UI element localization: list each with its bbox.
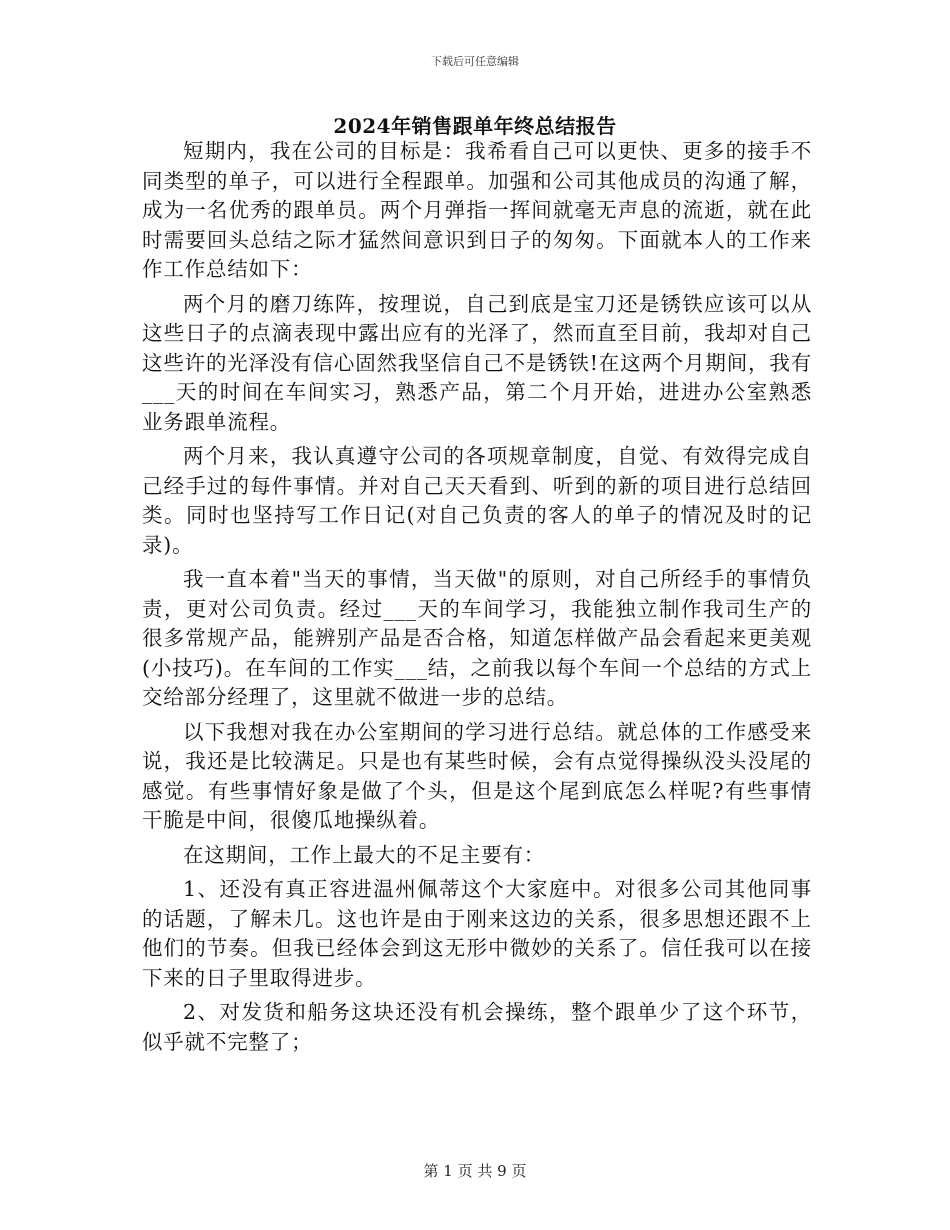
paragraph-shortcomings-intro: 在这期间，工作上最大的不足主要有：	[183, 842, 546, 867]
paragraph-principle: 我一直本着"当天的事情，当天做"的原则，对自己所经手的事情负责，更对公司负责。经过___天的车间学习，我能独立制作我司生产的很多常规产品，能辨别产品是否合格，知道怎样做产品会看起来更美观(小技巧)。在车间的工作实___结，之前我以每个车间一个总结的方式上交给部分经理了，这里就不做进一步的总结。	[142, 567, 812, 709]
page-number: 第 1 页 共 9 页	[423, 1162, 527, 1180]
paragraph-rules: 两个月来，我认真遵守公司的各项规章制度，自觉、有效得完成自己经手过的每件事情。并对自己天天看到、听到的新的项目进行总结回类。同时也坚持写工作日记(对自己负责的客人的单子的情况及时的记录)。	[142, 444, 812, 557]
document-body	[142, 137, 812, 1062]
paragraph-intro: 短期内，我在公司的目标是：我希看自己可以更快、更多的接手不同类型的单子，可以进行全程跟单。加强和公司其他成员的沟通了解，成为一名优秀的跟单员。两个月弹指一挥间就毫无声息的流逝，就在此时需要回头总结之际才猛然间意识到日子的匆匆。下面就本人的工作来作工作总结如下：	[142, 139, 812, 281]
document-title: 2024年销售跟单年终总结报告	[333, 114, 617, 138]
paragraph-office: 以下我想对我在办公室期间的学习进行总结。就总体的工作感受来说，我还是比较满足。只是也有某些时候，会有点觉得操纵没头没尾的感觉。有些事情好象是做了个头，但是这个尾到底怎么样呢?有些事情干脆是中间，很傻瓜地操纵着。	[142, 719, 812, 832]
paragraph-training: 两个月的磨刀练阵，按理说，自己到底是宝刀还是锈铁应该可以从这些日子的点滴表现中露出应有的光泽了，然而直至目前，我却对自己这些许的光泽没有信心固然我坚信自己不是锈铁!在这两个月期间，我有___天的时间在车间实习，熟悉产品，第二个月开始，进进办公室熟悉业务跟单流程。	[142, 291, 812, 434]
paragraph-shortcoming-2: 2、对发货和船务这块还没有机会操练，整个跟单少了这个环节，似乎就不完整了；	[142, 1000, 812, 1054]
paragraph-shortcoming-1: 1、还没有真正容进温州佩蒂这个大家庭中。对很多公司其他同事的话题，了解未几。这也许是由于刚来这边的关系，很多思想还跟不上他们的节奏。但我已经体会到这无形中微妙的关系了。信任我可以在接下来的日子里取得进步。	[142, 877, 812, 990]
header-note: 下载后可任意编辑	[431, 55, 519, 68]
